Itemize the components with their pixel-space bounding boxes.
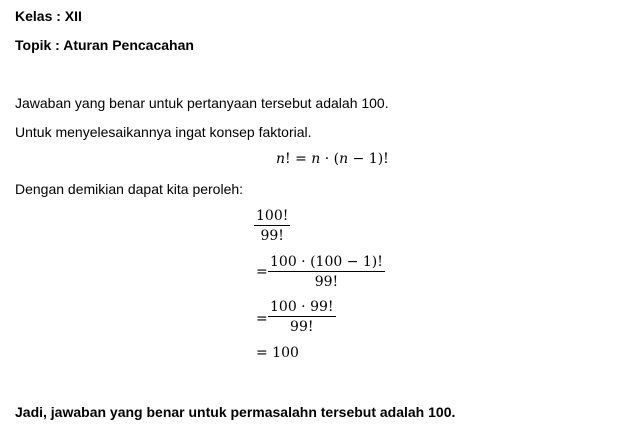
step2-denominator: 99! (314, 274, 339, 290)
formula-minus-one: − 1)! (348, 151, 389, 167)
step2-equals: = (256, 264, 268, 280)
kelas-label: Kelas : XII (15, 8, 82, 24)
formula-rhs-n2: n (339, 151, 349, 167)
step1-denominator: 99! (260, 228, 284, 244)
factorial-instruction: Untuk menyelesaikannya ingat konsep faktorial. (15, 124, 312, 140)
step3-denominator: 99! (290, 319, 314, 335)
step2-numerator: 100 · (100 − 1)! (270, 254, 383, 270)
factorial-formula (276, 151, 389, 167)
step3-equals: = (256, 311, 268, 327)
step1-fraction (254, 208, 290, 244)
step3-fraction (268, 299, 336, 335)
step1-numerator: 100! (256, 208, 289, 224)
derivation-intro: Dengan demikian dapat kita peroleh: (15, 181, 244, 197)
step2-fraction (268, 254, 385, 290)
conclusion: Jadi, jawaban yang benar untuk permasalahn tersebut adalah 100. (15, 404, 456, 420)
formula-dot-paren: · ( (320, 151, 340, 167)
step3-numerator: 100 · 99! (270, 299, 334, 315)
answer-paragraph: Jawaban yang benar untuk pertanyaan tersebut adalah 100. (15, 95, 389, 111)
result-line: = 100 (256, 345, 299, 361)
formula-rhs-n: n (311, 151, 321, 167)
formula-fact-equals: ! = (285, 151, 312, 167)
topik-label: Topik : Aturan Pencacahan (15, 37, 194, 53)
formula-n: n (276, 151, 286, 167)
